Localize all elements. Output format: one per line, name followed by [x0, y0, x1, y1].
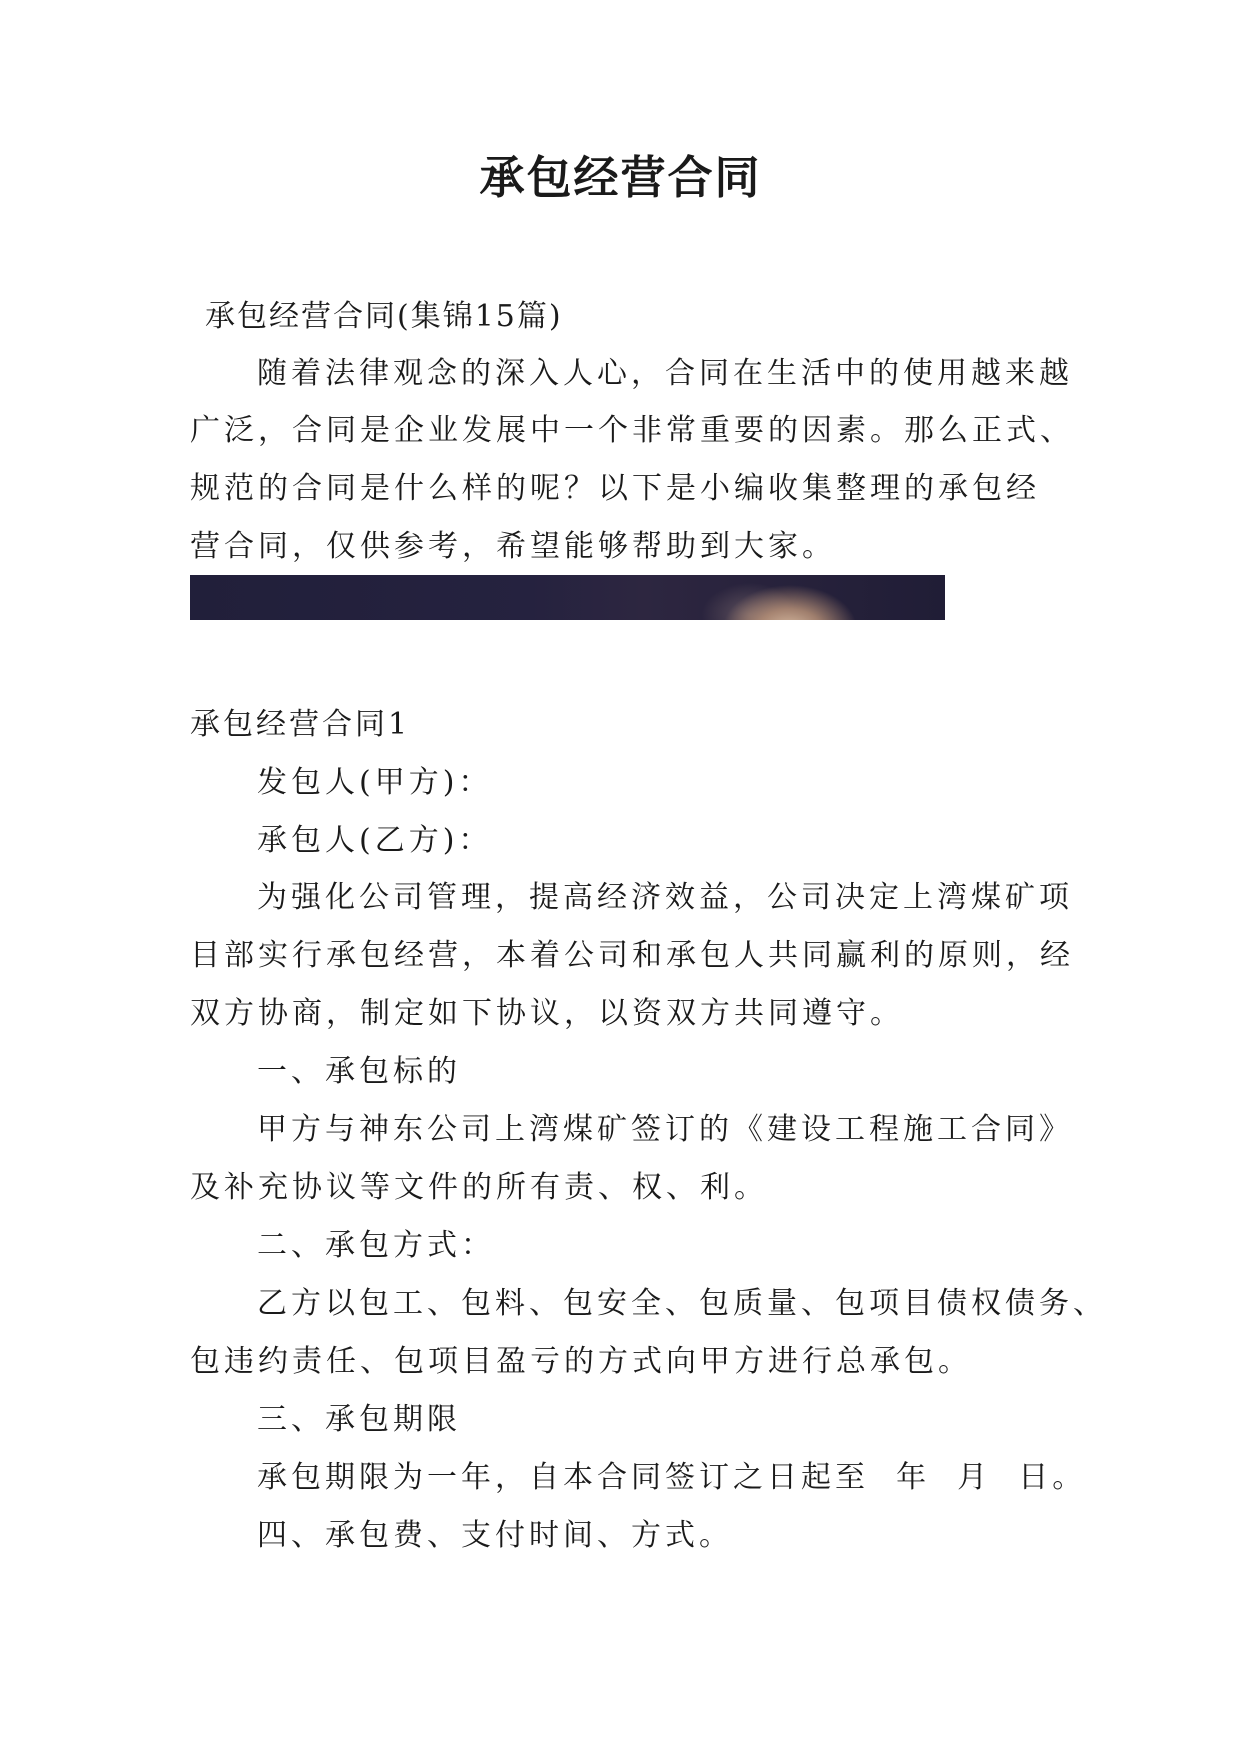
preamble-line-3: 双方协商，制定如下协议，以资双方共同遵守。 — [190, 996, 904, 1031]
clause-2-heading: 二、承包方式： — [257, 1228, 495, 1263]
party-a-label: 发包人(甲方)： — [257, 765, 493, 800]
preamble-line-1: 为强化公司管理，提高经济效益，公司决定上湾煤矿项 — [257, 880, 1073, 915]
banner-image — [190, 575, 945, 620]
intro-line-4: 营合同，仅供参考，希望能够帮助到大家。 — [190, 529, 836, 564]
intro-line-1: 随着法律观念的深入人心，合同在生活中的使用越来越 — [257, 356, 1073, 391]
document-title: 承包经营合同 — [479, 151, 762, 204]
intro-line-2: 广泛，合同是企业发展中一个非常重要的因素。那么正式、 — [190, 413, 1074, 448]
clause-3-body: 承包期限为一年，自本合同签订之日起至 年 月 日。 — [257, 1460, 1087, 1495]
clause-1-body-line-1: 甲方与神东公司上湾煤矿签订的《建设工程施工合同》 — [257, 1112, 1073, 1147]
clause-1-heading: 一、承包标的 — [257, 1054, 461, 1089]
clause-2-body-line-1: 乙方以包工、包料、包安全、包质量、包项目债权债务、 — [257, 1286, 1107, 1321]
clause-1-body-line-2: 及补充协议等文件的所有责、权、利。 — [190, 1170, 768, 1205]
party-b-label: 承包人(乙方)： — [257, 823, 493, 858]
intro-line-3: 规范的合同是什么样的呢？以下是小编收集整理的承包经 — [190, 471, 1040, 506]
clause-4-heading: 四、承包费、支付时间、方式。 — [257, 1518, 733, 1553]
section-heading: 承包经营合同1 — [190, 707, 411, 742]
document-subtitle: 承包经营合同(集锦15篇) — [205, 299, 563, 334]
preamble-line-2: 目部实行承包经营，本着公司和承包人共同赢利的原则，经 — [190, 938, 1074, 973]
clause-2-body-line-2: 包违约责任、包项目盈亏的方式向甲方进行总承包。 — [190, 1344, 972, 1379]
clause-3-heading: 三、承包期限 — [257, 1402, 461, 1437]
